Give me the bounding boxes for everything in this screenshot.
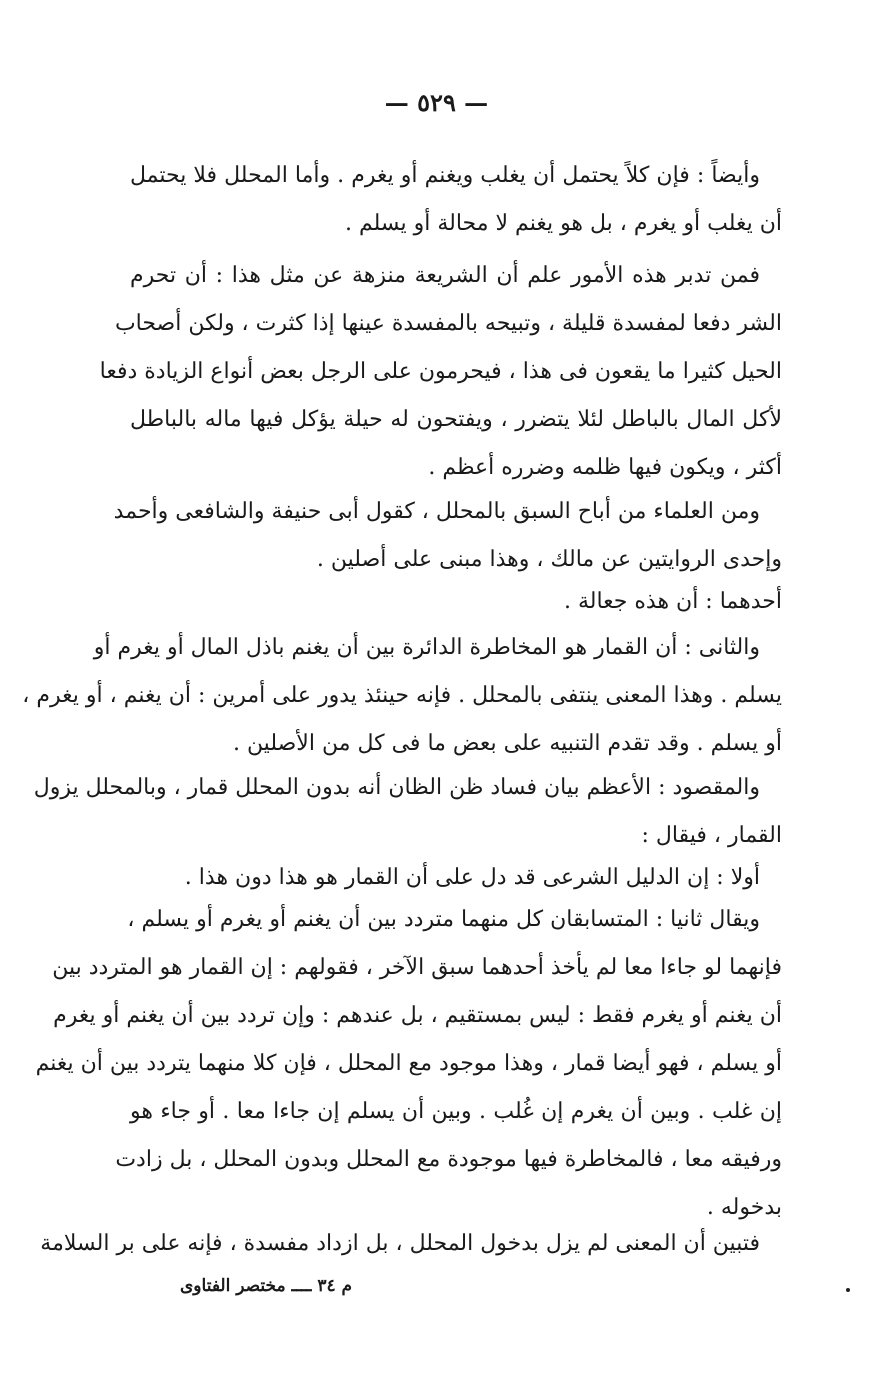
text-line: ومن العلماء من أباح السبق بالمحلل ، كقول أبى حنيفة والشافعى وأحمد	[113, 499, 760, 524]
text-line: أو يسلم . وقد تقدم التنبيه على بعض ما فى كل من الأصلين .	[232, 731, 782, 756]
text-line: أحدهما : أن هذه جعالة .	[563, 589, 782, 614]
text-line: ورفيقه معا ، فالمخاطرة فيها موجودة مع المحلل وبدون المحلل ، بل زادت	[115, 1147, 782, 1172]
paragraph-4	[130, 578, 782, 626]
paragraph-2	[99, 252, 782, 492]
signature-footer: م ٣٤ ــــ مختصر الفتاوى	[180, 1276, 353, 1296]
text-line: بدخوله .	[706, 1195, 782, 1220]
text-line: والمقصود : الأعظم بيان فساد ظن الظان أنه بدون المحلل قمار ، وبالمحلل يزول	[33, 775, 760, 800]
text-line: أو يسلم ، فهو أيضا قمار ، وهذا موجود مع المحلل ، فإن كلا منهما يتردد بين أن يغنم	[35, 1051, 782, 1076]
text-line: الحيل كثيرا ما يقعون فى هذا ، فيحرمون على الرجل بعض أنواع الزيادة دفعا	[99, 359, 782, 384]
paragraph-3	[113, 488, 782, 584]
text-line: أكثر ، ويكون فيها ظلمه وضرره أعظم .	[428, 455, 782, 480]
paragraph-6	[33, 764, 782, 860]
paragraph-8	[35, 896, 782, 1232]
text-line: وإحدى الروايتين عن مالك ، وهذا مبنى على أصلين .	[316, 547, 782, 572]
text-line: ويقال ثانيا : المتسابقان كل منهما متردد بين أن يغنم أو يغرم أو يسلم ،	[127, 907, 760, 932]
text-line: وأيضاً : فإن كلاً يحتمل أن يغلب ويغنم أو يغرم . وأما المحلل فلا يحتمل	[130, 163, 760, 188]
text-line: والثانى : أن القمار هو المخاطرة الدائرة بين أن يغنم باذل المال أو يغرم أو	[93, 635, 760, 660]
paragraph-7	[130, 854, 782, 902]
text-line: فإنهما لو جاءا معا لم يأخذ أحدهما سبق الآخر ، فقولهم : إن القمار هو المتردد بين	[52, 955, 782, 980]
stray-dot-mark	[846, 1288, 850, 1292]
text-line: أولا : إن الدليل الشرعى قد دل على أن القمار هو هذا دون هذا .	[184, 865, 760, 890]
text-line: فمن تدبر هذه الأمور علم أن الشريعة منزهة عن مثل هذا : أن تحرم	[130, 263, 760, 288]
paragraph-5	[22, 624, 782, 768]
text-line: أن يغنم أو يغرم فقط : ليس بمستقيم ، بل عندهم : وإن تردد بين أن يغنم أو يغرم	[53, 1003, 782, 1028]
paragraph-1	[130, 152, 782, 248]
text-line: الشر دفعا لمفسدة قليلة ، وتبيحه بالمفسدة عينها إذا كثرت ، ولكن أصحاب	[114, 311, 782, 336]
text-line: إن غلب . وبين أن يغرم إن غُلب . وبين أن يسلم إن جاءا معا . أو جاء هو	[130, 1099, 782, 1124]
text-line: القمار ، فيقال :	[641, 823, 782, 848]
text-line: أن يغلب أو يغرم ، بل هو يغنم لا محالة أو يسلم .	[344, 211, 782, 236]
text-line: يسلم . وهذا المعنى ينتفى بالمحلل . فإنه حينئذ يدور على أمرين : أن يغنم ، أو يغرم ،	[22, 683, 782, 708]
page-number: — ٥٢٩ —	[384, 88, 489, 117]
text-line: لأكل المال بالباطل لئلا يتضرر ، ويفتحون له حيلة يؤكل فيها ماله بالباطل	[130, 407, 782, 432]
paragraph-9	[40, 1220, 782, 1268]
text-line: فتبين أن المعنى لم يزل بدخول المحلل ، بل ازداد مفسدة ، فإنه على بر السلامة	[40, 1231, 760, 1256]
